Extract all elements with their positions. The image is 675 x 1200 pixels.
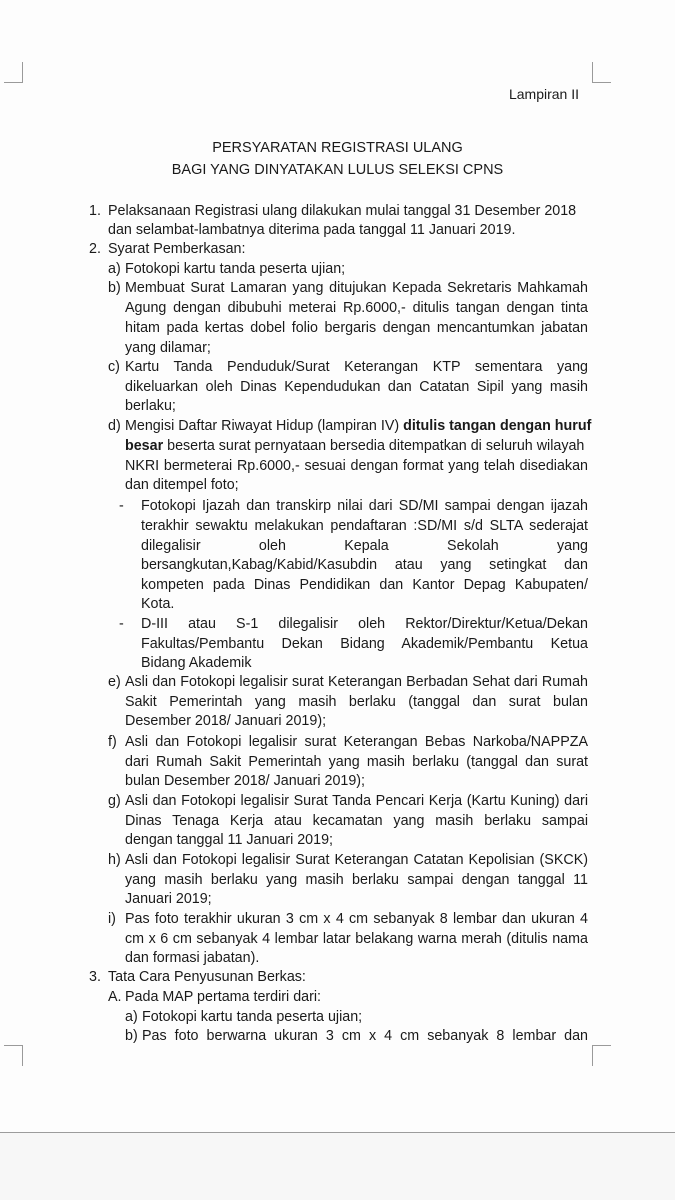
item-d-line-1-text: Mengisi Daftar Riwayat Hidup (lampiran IV) xyxy=(125,418,404,434)
bullet-dash: - xyxy=(119,498,124,514)
item-e-line-2: Sakit Pemerintah yang masih berlaku (tanggal dan surat bulan xyxy=(125,694,588,710)
sub-letter: d) xyxy=(108,418,121,434)
sub-bullet-1-line-3: dilegalisir oleh Kepala Sekolah yang xyxy=(141,538,588,554)
item-h-line-2: yang masih berlaku yang masih berlaku sampai dengan tanggal 11 xyxy=(125,872,588,888)
item-d-line-4: dan ditempel foto; xyxy=(125,477,239,493)
sub-bullet-2-line-2: Fakultas/Pembantu Dekan Bidang Akademik/Pembantu Ketua xyxy=(141,636,588,652)
item-number: 1. xyxy=(89,203,101,219)
item-i-line-1: Pas foto terakhir ukuran 3 cm x 4 cm sebanyak 8 lembar dan ukuran 4 xyxy=(125,911,588,927)
sub-bullet-1-line-6: Kota. xyxy=(141,596,175,612)
sub-letter: h) xyxy=(108,852,121,868)
attachment-label: Lampiran II xyxy=(508,86,579,102)
sub-letter: c) xyxy=(108,359,120,375)
item-f-line-3: bulan Desember 2018/ Januari 2019); xyxy=(125,773,366,789)
item-c-line-1: Kartu Tanda Penduduk/Surat Keterangan KTP sementara yang xyxy=(125,359,588,375)
item-b-line-1: Membuat Surat Lamaran yang ditujukan Kepada Sekretaris Mahkamah xyxy=(125,280,588,296)
sub-bullet-1-line-1: Fotokopi Ijazah dan transkirp nilai dari SD/MI sampai dengan ijazah xyxy=(141,498,588,514)
item-i-line-2: cm x 6 cm sebanyak 4 lembar latar belakang warna merah (ditulis nama xyxy=(125,931,588,947)
item-g-line-2: Dinas Tenaga Kerja atau kecamatan yang masih berlaku sampai xyxy=(125,813,588,829)
sub-letter: e) xyxy=(108,674,121,690)
margin-mark-bottom-right xyxy=(592,1045,611,1066)
item-d-line-2 xyxy=(125,437,584,456)
margin-mark-top-left xyxy=(4,62,23,83)
item-d-bold-text: ditulis tangan dengan huruf xyxy=(403,418,592,434)
section-a-item-a: Fotokopi kartu tanda peserta ujian; xyxy=(142,1009,363,1025)
item-c-line-2: dikeluarkan oleh Dinas Kependudukan dan Catatan Sipil yang masih xyxy=(125,379,588,395)
item-g-line-1: Asli dan Fotokopi legalisir Surat Tanda Pencari Kerja (Kartu Kuning) dari xyxy=(125,793,588,809)
document-title-line-2: BAGI YANG DINYATAKAN LULUS SELEKSI CPNS xyxy=(171,162,504,178)
item-d-line-1 xyxy=(125,417,591,436)
item-d-line-2-text: beserta surat pernyataan bersedia ditempatkan di seluruh wilayah xyxy=(163,438,585,454)
item-c-line-3: berlaku; xyxy=(125,398,176,414)
item-h-line-1: Asli dan Fotokopi legalisir Surat Keterangan Catatan Kepolisian (SKCK) xyxy=(125,852,588,868)
sub-letter: a) xyxy=(108,261,121,277)
sub-letter: b) xyxy=(108,280,121,296)
item-1-line-2: dan selambat-lambatnya diterima pada tanggal 11 Januari 2019. xyxy=(108,222,516,238)
sub-letter: g) xyxy=(108,793,121,809)
sub-bullet-2-line-3: Bidang Akademik xyxy=(141,655,252,671)
sub-letter: b) xyxy=(125,1028,138,1044)
sub-bullet-2-line-1: D-III atau S-1 dilegalisir oleh Rektor/Direktur/Ketua/Dekan xyxy=(141,616,588,632)
sub-letter: a) xyxy=(125,1009,138,1025)
margin-mark-bottom-left xyxy=(4,1045,23,1066)
document-title-line-1: PERSYARATAN REGISTRASI ULANG xyxy=(212,140,463,156)
section-letter: A. xyxy=(108,989,122,1005)
item-f-line-2: dari Rumah Sakit Pemerintah yang masih berlaku (tanggal dan surat xyxy=(125,754,588,770)
bullet-dash: - xyxy=(119,616,124,632)
section-a-item-b: Pas foto berwarna ukuran 3 cm x 4 cm sebanyak 8 lembar dan xyxy=(142,1028,588,1044)
item-number: 3. xyxy=(89,969,101,985)
margin-mark-top-right xyxy=(592,62,611,83)
item-d-bold-text: besar xyxy=(125,438,164,454)
item-b-line-3: hitam pada kertas dobel folio bergaris dengan mencantumkan jabatan xyxy=(125,320,588,336)
item-2-label: Syarat Pemberkasan: xyxy=(108,241,246,257)
sub-letter: i) xyxy=(108,911,116,927)
sub-bullet-1-line-4: bersangkutan,Kabag/Kabid/Kasubdin atau yang setingkat dan xyxy=(141,557,588,573)
sub-bullet-1-line-5: kompeten pada Dinas Pendidikan dan Kantor Depag Kabupaten/ xyxy=(141,577,588,593)
item-f-line-1: Asli dan Fotokopi legalisir surat Keterangan Bebas Narkoba/NAPPZA xyxy=(125,734,588,750)
item-e-line-1: Asli dan Fotokopi legalisir surat Keterangan Berbadan Sehat dari Rumah xyxy=(125,674,588,690)
item-b-line-2: Agung dengan dibubuhi meterai Rp.6000,- ditulis tangan dengan tinta xyxy=(125,300,588,316)
item-d-line-3: NKRI bermeterai Rp.6000,- sesuai dengan format yang telah disediakan xyxy=(125,458,588,474)
sub-bullet-1-line-2: terakhir sewaktu melakukan pendaftaran :SD/MI s/d SLTA sederajat xyxy=(141,518,588,534)
background-area xyxy=(0,1133,675,1200)
item-1-line-1: Pelaksanaan Registrasi ulang dilakukan mulai tanggal 31 Desember 2018 xyxy=(108,203,577,219)
item-e-line-3: Desember 2018/ Januari 2019); xyxy=(125,713,327,729)
item-h-line-3: Januari 2019; xyxy=(125,891,212,907)
sub-letter: f) xyxy=(108,734,117,750)
item-b-line-4: yang dilamar; xyxy=(125,340,211,356)
item-number: 2. xyxy=(89,241,101,257)
item-g-line-3: dengan tanggal 11 Januari 2019; xyxy=(125,832,334,848)
item-i-line-3: dan formasi jabatan). xyxy=(125,950,260,966)
section-a-label: Pada MAP pertama terdiri dari: xyxy=(125,989,322,1005)
item-3-label: Tata Cara Penyusunan Berkas: xyxy=(108,969,306,985)
item-a-line-1: Fotokopi kartu tanda peserta ujian; xyxy=(125,261,346,277)
